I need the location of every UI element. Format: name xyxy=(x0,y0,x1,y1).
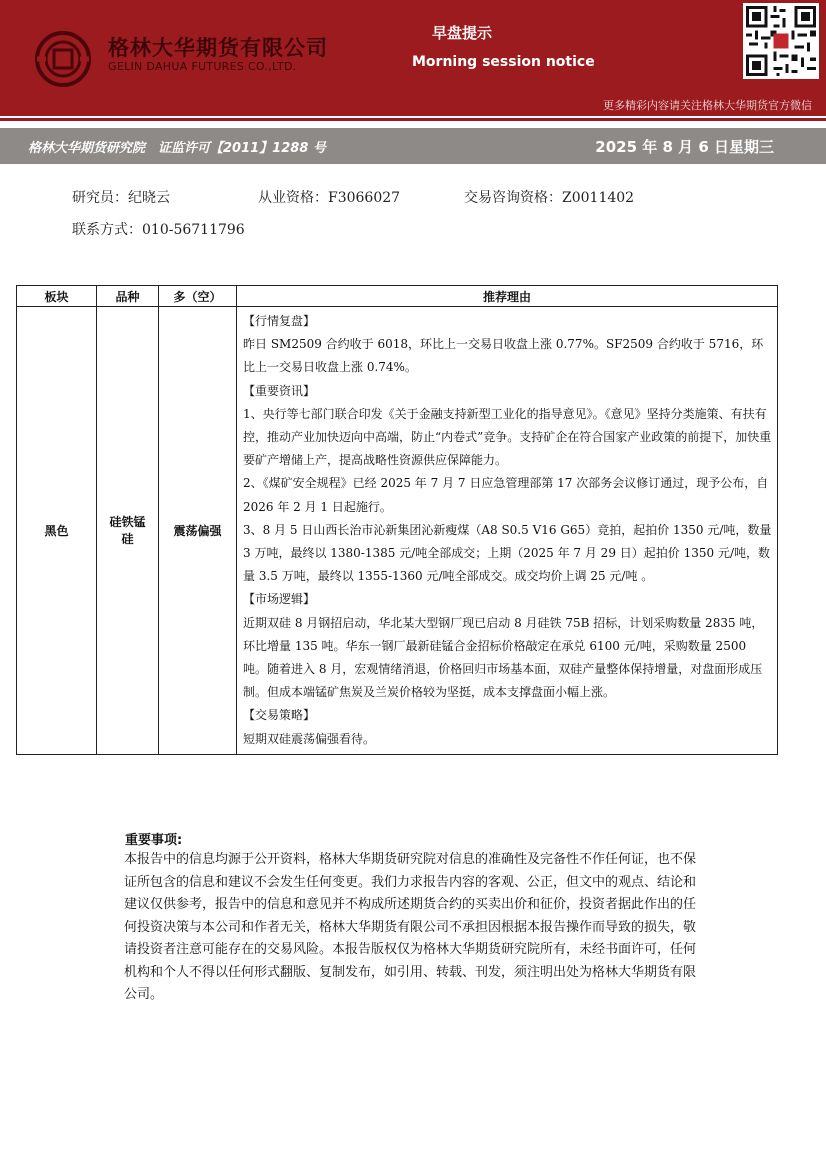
cell-reason xyxy=(237,307,778,755)
institute-license: 格林大华期货研究院 证监许可【2011】1288 号 xyxy=(28,141,326,156)
reason-paragraph: 近期双硅 8 月钢招启动，华北某大型钢厂现已启动 8 月硅铁 75B 招标，计划采购数量 2835 吨，环比增量 135 吨。华东一钢厂最新硅锰合金招标价格敲定在承兑 6100 元/吨，采购数量 2500 吨。随着进入 8 月，宏观情绪消退，价格回归市场基本面，双硅产量整体保持增量，对盘面形成压制。但成本端锰矿焦炭及兰炭价格较为坚挺，成本支撑盘面小幅上涨。 xyxy=(243,615,764,700)
table-row xyxy=(17,307,778,755)
company-logo-icon xyxy=(34,30,92,88)
header-divider xyxy=(0,118,826,121)
notice-title-en: Morning session notice xyxy=(412,54,595,70)
col-header-direction: 多（空） xyxy=(159,286,237,307)
section-heading: 【交易策略】 xyxy=(243,708,316,723)
reason-paragraph: 短期双硅震荡偏强看待。 xyxy=(243,731,376,746)
company-name-en: GELIN DAHUA FUTURES CO.,LTD. xyxy=(108,60,297,73)
col-header-sector: 板块 xyxy=(17,286,97,307)
reason-paragraph: 昨日 SM2509 合约收于 6018，环比上一交易日收盘上涨 0.77%。SF2509 合约收于 5716，环比上一交易日收盘上涨 0.74%。 xyxy=(243,337,764,375)
cell-variety: 硅铁锰硅 xyxy=(97,307,159,755)
reason-paragraph: 1、央行等七部门联合印发《关于金融支持新型工业化的指导意见》。《意见》坚持分类施策、有扶有控，推动产业加快迈向中高端，防止“内卷式”竞争。支持矿企在符合国家产业政策的前提下，加快重要矿产增储上产，提高战略性资源供应保障能力。 xyxy=(243,406,772,468)
cell-sector: 黑色 xyxy=(17,307,97,755)
company-name-cn: 格林大华期货有限公司 xyxy=(108,36,328,60)
disclaimer-body xyxy=(124,849,706,1007)
col-header-variety: 品种 xyxy=(97,286,159,307)
cell-direction: 震荡偏强 xyxy=(159,307,237,755)
wechat-qr-code-icon[interactable] xyxy=(743,3,819,79)
section-heading: 【重要资讯】 xyxy=(243,383,316,398)
wechat-follow-text: 更多精彩内容请关注格林大华期货官方微信 xyxy=(603,99,812,112)
researcher-contact: 联系方式：010-56711796 xyxy=(72,222,245,238)
researcher-name: 研究员：纪晓云 xyxy=(72,190,170,206)
report-date: 2025 年 8 月 6 日星期三 xyxy=(595,138,774,156)
section-heading: 【行情复盘】 xyxy=(243,314,316,328)
reason-paragraph: 2、《煤矿安全规程》已经 2025 年 7 月 7 日应急管理部第 17 次部务会议修订通过，现予公布，自 2026 年 2 月 1 日起施行。 xyxy=(243,476,769,514)
researcher-qualification: 从业资格：F3066027 xyxy=(258,190,401,206)
disclaimer-text: 本报告中的信息均源于公开资料，格林大华期货研究院对信息的准确性及完备性不作任何证，也不保证所包含的信息和建议不会发生任何变更。我们力求报告内容的客观、公正，但文中的观点、结论和建议仅供参考，报告中的信息和意见并不构成所述期货合约的买卖出价和征价，投资者据此作出的任何投资决策与本公司和作者无关，格林大华期货有限公司不承担因根据本报告操作而导致的损失，敬请投资者注意可能存在的交易风险。本报告版权仅为格林大华期货研究院所有，未经书面许可，任何机构和个人不得以任何形式翻版、复制发布，如引用、转载、刊发，须注明出处为格林大华期货有限公司。 xyxy=(124,852,697,1002)
recommendation-table xyxy=(16,285,778,755)
reason-paragraph: 3、8 月 5 日山西长治市沁新集团沁新瘦煤（A8 S0.5 V16 G65）竞拍，起拍价 1350 元/吨，数量 3 万吨，最终以 1380-1385 元/吨全部成交；上期（2025 年 7 月 29 日）起拍价 1350 元/吨，数量 3.5 万吨，最终以 1355-1360 元/吨全部成交。成交均价上调 25 元/吨 。 xyxy=(243,522,772,584)
researcher-consult-qualification: 交易咨询资格：Z0011402 xyxy=(464,190,635,206)
table-header-row xyxy=(17,286,778,307)
notice-title-cn: 早盘提示 xyxy=(432,24,493,42)
col-header-reason: 推荐理由 xyxy=(237,286,778,307)
section-heading: 【市场逻辑】 xyxy=(243,592,316,607)
disclaimer-title: 重要事项: xyxy=(125,833,183,848)
